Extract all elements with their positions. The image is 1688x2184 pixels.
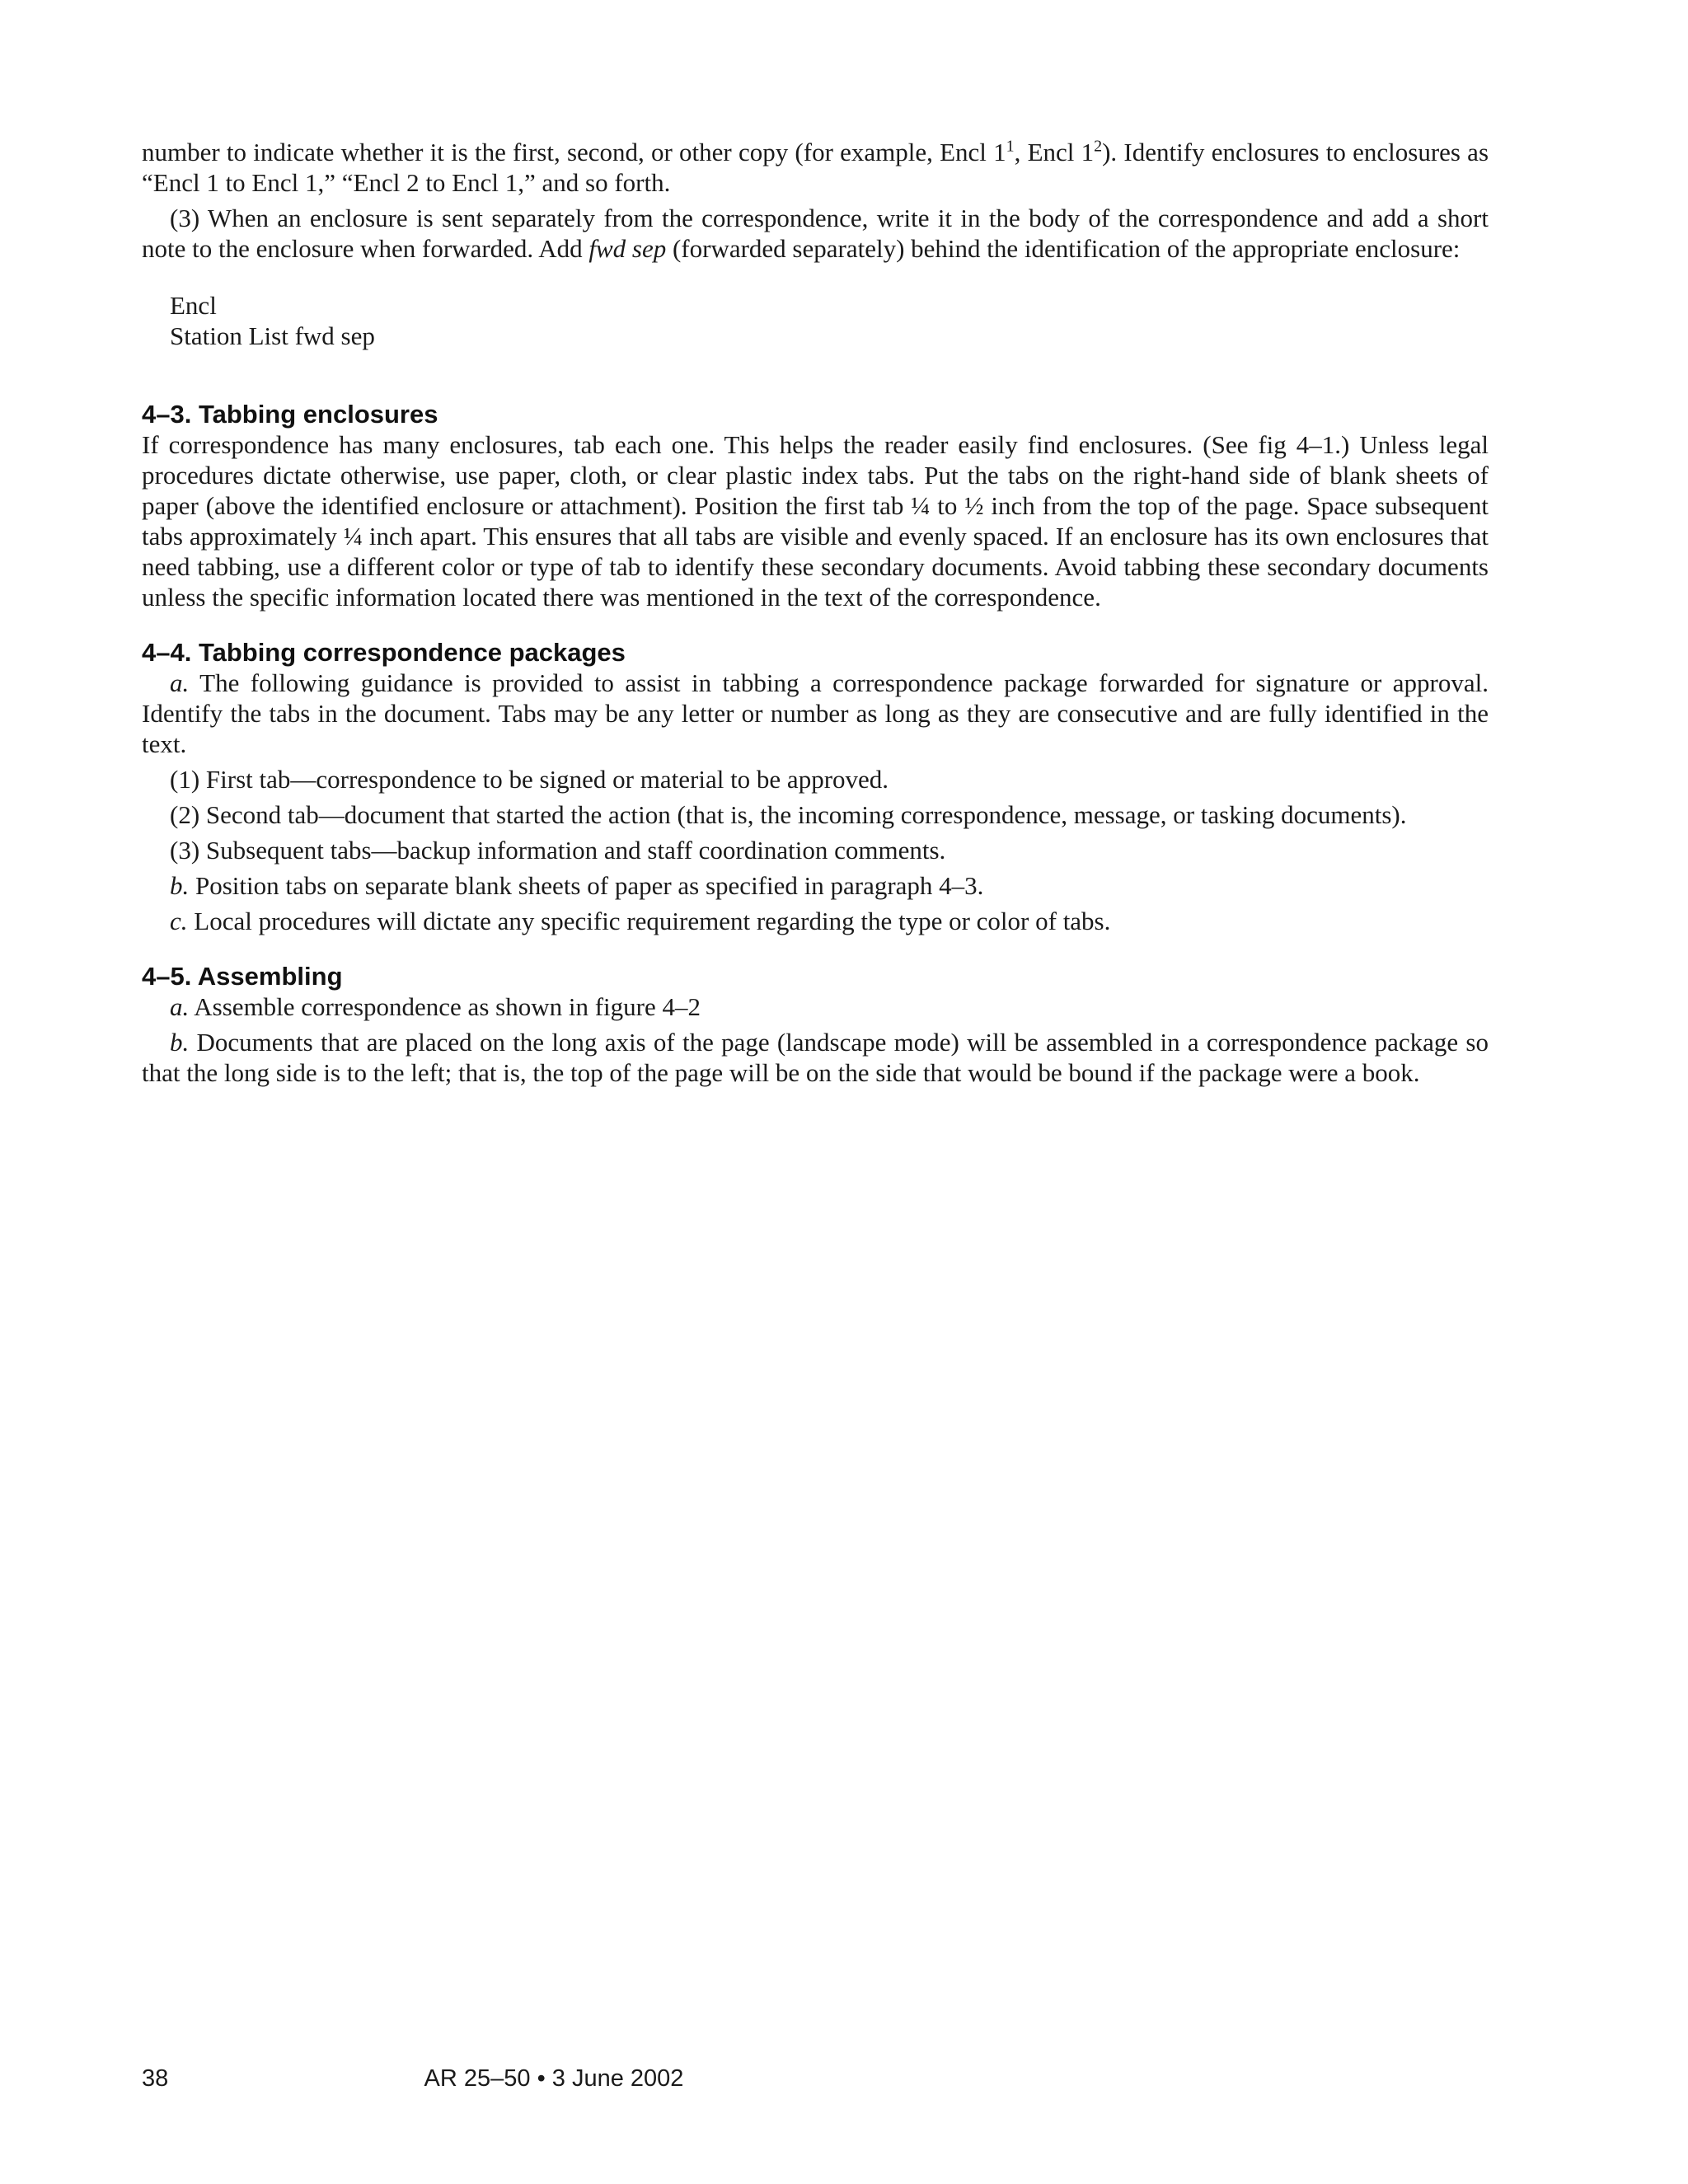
section-4-5-a: [142, 991, 1489, 1022]
item-text-a: Assemble correspondence as shown in figure 4–2: [189, 992, 701, 1021]
encl-example-line-2: Station List fwd sep: [170, 321, 375, 350]
item-label-b: b.: [170, 1028, 190, 1057]
enclosure-example: [170, 290, 1489, 351]
paragraph-3: [142, 203, 1489, 264]
item-label-a: a.: [170, 668, 190, 697]
item-text-c: Local procedures will dictate any specific requirement regarding the type or color of tabs.: [187, 907, 1111, 935]
section-4-5-b: [142, 1027, 1489, 1088]
page-footer: [142, 2065, 1489, 2098]
paragraph-3-text-a: (3) When an enclosure is sent separately from the correspondence, write it in the body of the correspondence and add a short note to the enclosure when forwarded. Add: [142, 204, 1489, 263]
intro-text-b: , Encl 1: [1014, 138, 1095, 166]
encl-example-line-1: Encl: [170, 291, 217, 320]
fwd-sep-term: fwd sep: [588, 234, 667, 263]
section-4-3-title: 4–3. Tabbing enclosures: [142, 400, 438, 429]
section-4-3-body: If correspondence has many enclosures, tab each one. This helps the reader easily find enclosures. (See fig 4–1.) Unless legal procedures dictate otherwise, use paper, cloth, or clear plastic index tabs. Put the tabs on the right-hand side of blank sheets of paper (above the identified enclosure or attachment). Position the first tab ¼ to ½ inch from the top of the page. Space subsequent tabs approximately ¼ inch apart. This ensures that all tabs are visible and evenly spaced. If an enclosure has its own enclosures that need tabbing, use a different color or type of tab to identify these secondary documents. Avoid tabbing these secondary documents unless the specific information located there was mentioned in the text of the correspondence.: [142, 430, 1489, 612]
intro-text-a: number to indicate whether it is the first, second, or other copy (for example, Encl 1: [142, 138, 1006, 166]
section-4-4-b: [142, 870, 1489, 901]
publication-id: AR 25–50 • 3 June 2002: [424, 2065, 684, 2092]
intro-text-c: ). Identify enclosures to enclosures as “Encl 1 to Encl 1,” “Encl 2 to Encl 1,” and so forth.: [142, 138, 1489, 197]
section-4-5-title: 4–5. Assembling: [142, 962, 343, 991]
paragraph-3-text-b: (forwarded separately) behind the identification of the appropriate enclosure:: [666, 234, 1461, 263]
item-text-b: Position tabs on separate blank sheets of paper as specified in paragraph 4–3.: [189, 871, 984, 900]
item-label-a: a.: [170, 992, 190, 1021]
item-text-a: The following guidance is provided to assist in tabbing a correspondence package forwarded for signature or approval. Identify the tabs in the document. Tabs may be any letter or number as long as they are consecutive and are fully identified in the text.: [142, 668, 1489, 758]
section-4-4-title: 4–4. Tabbing correspondence packages: [142, 638, 626, 667]
intro-paragraph: [142, 137, 1489, 198]
superscript-2: 2: [1094, 137, 1103, 156]
section-4-4-a: [142, 668, 1489, 759]
superscript-1: 1: [1006, 137, 1015, 156]
document-page: [142, 137, 1489, 1093]
item-label-c: c.: [170, 907, 188, 935]
item-label-b: b.: [170, 871, 190, 900]
section-4-4-item-3: (3) Subsequent tabs—backup information and staff coordination comments.: [170, 836, 946, 865]
section-4-4-c: [142, 906, 1489, 936]
section-4-4-item-2: (2) Second tab—document that started the action (that is, the incoming correspondence, message, or tasking documents).: [170, 800, 1407, 829]
page-number: 38: [142, 2065, 169, 2092]
item-text-b: Documents that are placed on the long axis of the page (landscape mode) will be assembled in a correspondence package so that the long side is to the left; that is, the top of the page will be on the side that would be bound if the package were a book.: [142, 1028, 1489, 1087]
section-4-4-item-1: (1) First tab—correspondence to be signed or material to be approved.: [170, 765, 889, 794]
